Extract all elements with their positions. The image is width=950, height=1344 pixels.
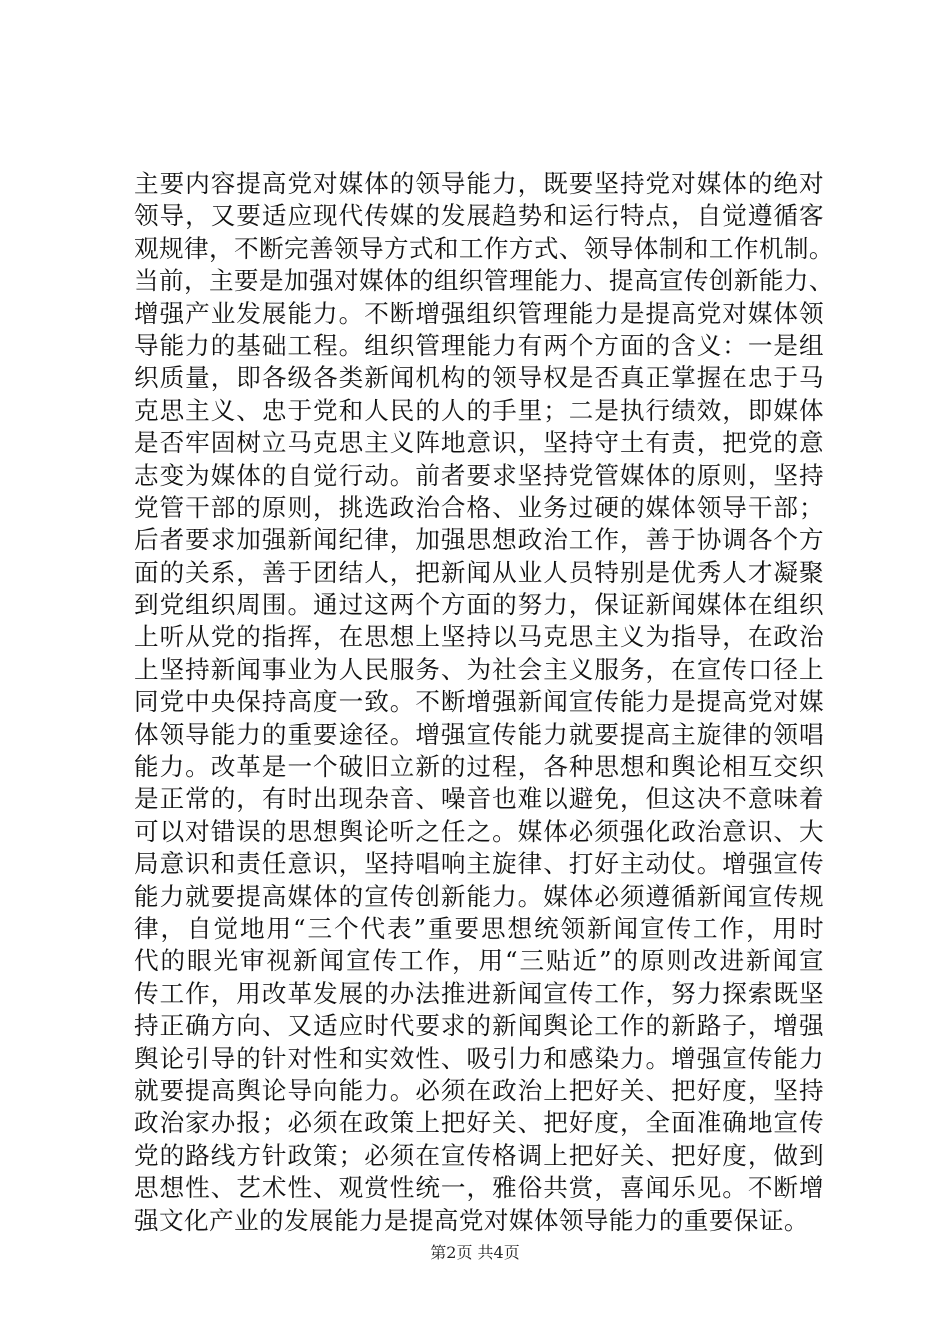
text-line: 同党中央保持高度一致。不断增强新闻宣传能力是提高党对媒 (134, 687, 824, 717)
text-line: 传工作，用改革发展的办法推进新闻宣传工作，努力探索既坚 (134, 978, 824, 1008)
text-line: 代的眼光审视新闻宣传工作，用“三贴近”的原则改进新闻宣 (134, 946, 824, 976)
page-number-footer: 第2页 共4页 (430, 1243, 520, 1262)
text-line: 上听从党的指挥，在思想上坚持以马克思主义为指导，在政治 (134, 622, 824, 652)
text-line: 体领导能力的重要途径。增强宣传能力就要提高主旋律的领唱 (134, 719, 824, 749)
text-line: 面的关系，善于团结人，把新闻从业人员特别是优秀人才凝聚 (134, 557, 824, 587)
text-line: 上坚持新闻事业为人民服务、为社会主义服务，在宣传口径上 (134, 654, 824, 684)
text-line: 是正常的，有时出现杂音、噪音也难以避免，但这决不意味着 (134, 784, 824, 814)
text-line: 到党组织周围。通过这两个方面的努力，保证新闻媒体在组织 (134, 590, 824, 620)
text-line: 观规律，不断完善领导方式和工作方式、领导体制和工作机制。 (134, 233, 834, 263)
text-line: 政治家办报；必须在政策上把好关、把好度，全面准确地宣传 (134, 1108, 824, 1138)
text-line: 当前，主要是加强对媒体的组织管理能力、提高宣传创新能力、 (134, 266, 834, 296)
text-line: 能力就要提高媒体的宣传创新能力。媒体必须遵循新闻宣传规 (134, 881, 824, 911)
text-line: 就要提高舆论导向能力。必须在政治上把好关、把好度，坚持 (134, 1075, 824, 1105)
text-line: 局意识和责任意识，坚持唱响主旋律、打好主动仗。增强宣传 (134, 849, 824, 879)
text-line: 持正确方向、又适应时代要求的新闻舆论工作的新路子，增强 (134, 1011, 824, 1041)
text-line: 增强产业发展能力。不断增强组织管理能力是提高党对媒体领 (134, 298, 824, 328)
text-line: 织质量，即各级各类新闻机构的领导权是否真正掌握在忠于马 (134, 363, 824, 393)
text-line: 舆论引导的针对性和实效性、吸引力和感染力。增强宣传能力 (134, 1043, 824, 1073)
text-line: 党管干部的原则，挑选政治合格、业务过硬的媒体领导干部； (134, 492, 824, 522)
body-text (134, 168, 834, 1237)
text-line: 党的路线方针政策；必须在宣传格调上把好关、把好度，做到 (134, 1140, 824, 1170)
text-line: 克思主义、忠于党和人民的人的手里；二是执行绩效，即媒体 (134, 395, 824, 425)
text-line: 领导，又要适应现代传媒的发展趋势和运行特点，自觉遵循客 (134, 201, 824, 231)
text-line: 思想性、艺术性、观赏性统一，雅俗共赏，喜闻乐见。不断增 (134, 1173, 824, 1203)
text-line: 后者要求加强新闻纪律，加强思想政治工作，善于协调各个方 (134, 525, 824, 555)
text-line: 能力。改革是一个破旧立新的过程，各种思想和舆论相互交织 (134, 752, 824, 782)
text-line: 可以对错误的思想舆论听之任之。媒体必须强化政治意识、大 (134, 816, 824, 846)
text-line: 主要内容提高党对媒体的领导能力，既要坚持党对媒体的绝对 (134, 169, 824, 198)
text-line: 强文化产业的发展能力是提高党对媒体领导能力的重要保证。 (134, 1205, 809, 1235)
text-line: 导能力的基础工程。组织管理能力有两个方面的含义：一是组 (134, 330, 824, 360)
text-line: 志变为媒体的自觉行动。前者要求坚持党管媒体的原则，坚持 (134, 460, 824, 490)
text-line: 是否牢固树立马克思主义阵地意识，坚持守土有责，把党的意 (134, 428, 824, 458)
text-line: 律，自觉地用“三个代表”重要思想统领新闻宣传工作，用时 (134, 913, 824, 943)
